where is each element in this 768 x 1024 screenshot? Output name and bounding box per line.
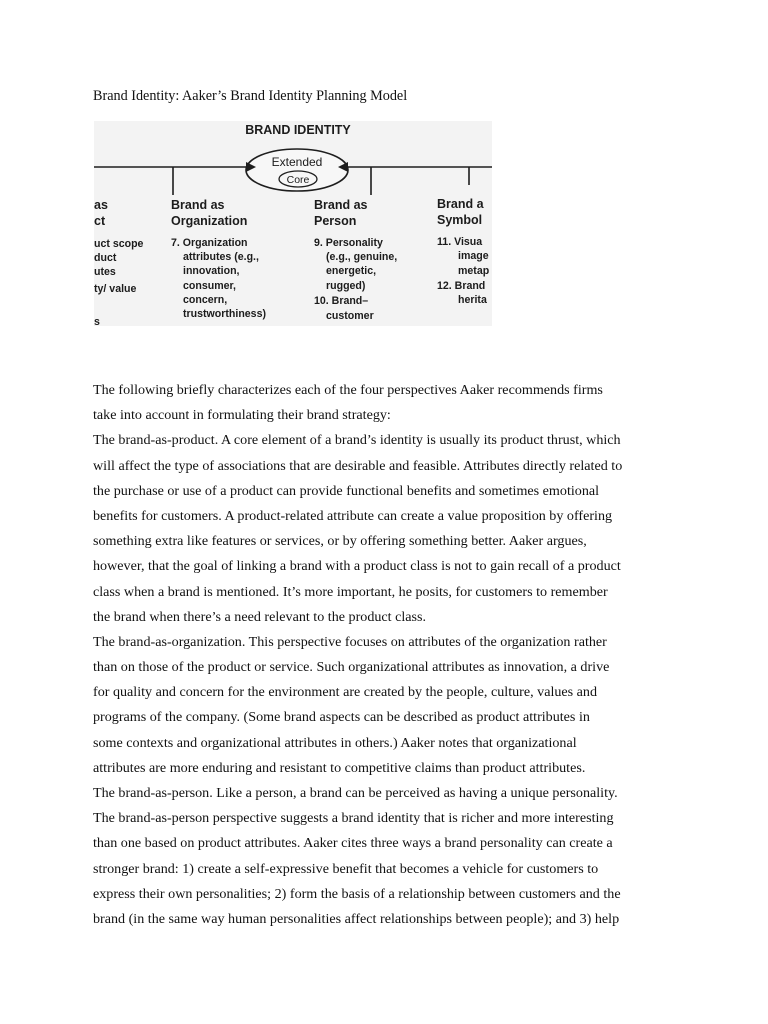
text-line: attributes are more enduring and resistant to competitive claims than product attributes.: [93, 759, 586, 776]
text-line: something extra like features or services, or by offering something better. Aaker argues,: [93, 533, 587, 550]
column-3-item: energetic,: [326, 265, 377, 277]
column-3-item: rugged): [326, 280, 366, 292]
text-line: express their own personalities; 2) form the basis of a relationship between customers and the: [93, 885, 621, 902]
text-line: the brand when there’s a need relevant to the product class.: [93, 608, 427, 625]
column-3-item: 9. Personality: [314, 237, 383, 249]
column-3-heading-line-1: Brand as: [314, 198, 368, 212]
column-1-item: ty/ value: [94, 283, 137, 295]
text-line: brand (in the same way human personalities affect relationships between people); and 3) help: [93, 910, 620, 927]
column-4-item: metap: [458, 265, 490, 277]
text-line: however, that the goal of linking a brand with a product class is not to gain recall of a product: [93, 558, 621, 575]
column-3-item: customer: [326, 310, 374, 322]
text-line: class when a brand is mentioned. It’s more important, he posits, for customers to remember: [93, 583, 608, 600]
column-2-heading-line-2: Organization: [171, 214, 248, 228]
diagram-canvas: [94, 121, 492, 326]
column-1-heading-line-1: as: [94, 198, 108, 212]
text-line: The brand-as-organization. This perspective focuses on attributes of the organization rather: [93, 633, 607, 650]
text-line: The brand-as-person perspective suggests a brand identity that is richer and more interesting: [93, 810, 614, 827]
column-4-heading-line-1: Brand a: [437, 197, 484, 211]
document-title: Brand Identity: Aaker’s Brand Identity Planning Model: [93, 88, 408, 104]
column-1-item: duct: [94, 252, 117, 264]
column-1-item: s: [94, 316, 100, 326]
column-4-item: image: [458, 250, 489, 262]
column-2-item: innovation,: [183, 265, 240, 277]
text-line: benefits for customers. A product-related attribute can create a value proposition by offering: [93, 507, 613, 524]
text-line: than on those of the product or service. Such organizational attributes as innovation, a drive: [93, 659, 610, 676]
text-line: The brand-as-product. A core element of a brand’s identity is usually its product thrust, which: [93, 432, 621, 449]
column-2-item: trustworthiness): [183, 308, 266, 320]
column-2-item: attributes (e.g.,: [183, 251, 259, 263]
diagram-heading: BRAND IDENTITY: [245, 123, 351, 137]
core-label: Core: [286, 174, 310, 186]
column-1-heading-line-2: ct: [94, 214, 106, 228]
text-line: for quality and concern for the environment are created by the people, culture, values and: [93, 684, 598, 701]
brand-identity-diagram: [94, 121, 492, 326]
column-4-item: 11. Visua: [437, 236, 483, 248]
column-2-item: concern,: [183, 294, 228, 306]
column-4-item: herita: [458, 294, 487, 306]
column-2-item: 7. Organization: [171, 237, 248, 249]
text-line: The brand-as-person. Like a person, a brand can be perceived as having a unique personality.: [93, 785, 618, 801]
column-3-item: 10. Brand–: [314, 295, 369, 307]
column-3-heading-line-2: Person: [314, 214, 357, 228]
column-3-item: (e.g., genuine,: [326, 251, 398, 263]
body-text: [93, 378, 693, 932]
text-line: stronger brand: 1) create a self-expressive benefit that becomes a vehicle for customers to: [93, 860, 599, 877]
column-1-item: uct scope: [94, 238, 144, 250]
text-line: The following briefly characterizes each of the four perspectives Aaker recommends firms: [93, 382, 603, 398]
text-line: some contexts and organizational attributes in others.) Aaker notes that organizational: [93, 734, 577, 751]
column-4-item: 12. Brand: [437, 280, 486, 292]
extended-label: Extended: [271, 155, 323, 169]
column-2-heading-line-1: Brand as: [171, 198, 225, 212]
column-4-heading-line-2: Symbol: [437, 213, 483, 227]
text-line: will affect the type of associations that are desirable and feasible. Attributes directly related to: [93, 457, 623, 474]
column-2-item: consumer,: [183, 280, 236, 292]
column-1-item: utes: [94, 266, 116, 278]
text-line: than one based on product attributes. Aaker cites three ways a brand personality can create a: [93, 835, 613, 852]
text-line: take into account in formulating their brand strategy:: [93, 407, 391, 424]
text-line: programs of the company. (Some brand aspects can be described as product attributes in: [93, 709, 590, 726]
text-line: the purchase or use of a product can provide functional benefits and sometimes emotional: [93, 482, 600, 499]
